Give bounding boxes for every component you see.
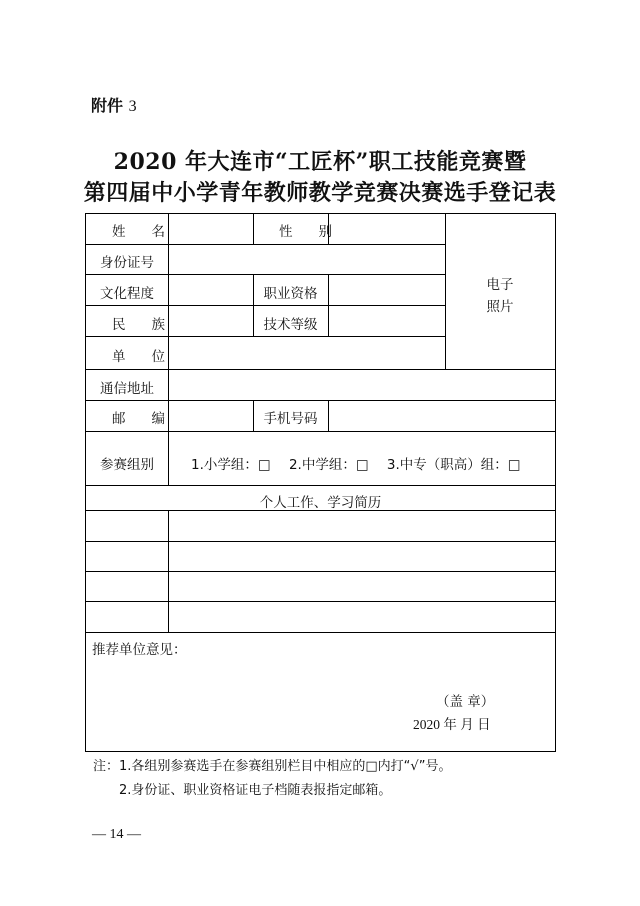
- tech-grade-label: 技术等级: [263, 317, 318, 333]
- gender-label: 性别: [279, 224, 358, 240]
- attachment-label: [91, 93, 137, 116]
- seal-text: （盖 章）: [436, 694, 495, 710]
- group-label: 参赛组别: [100, 457, 154, 473]
- ethnicity-label: 民族: [112, 317, 191, 333]
- group-option-primary[interactable]: 1.小学组：□: [191, 457, 271, 473]
- row-line: [86, 336, 445, 337]
- group-options: [191, 453, 535, 473]
- row-line: [86, 244, 445, 245]
- page-number: — 14 —: [92, 827, 141, 842]
- col-line: [328, 400, 329, 431]
- group-option-middle[interactable]: 2.中学组：□: [288, 457, 369, 473]
- group-option-vocational[interactable]: 3.中专（职高）组：□: [386, 457, 521, 473]
- unit-label: 单位: [112, 349, 191, 365]
- col-line: [168, 510, 169, 632]
- photo-label-line-2: 照片: [486, 299, 514, 315]
- attachment-text: 附件: [91, 96, 124, 115]
- row-line: [86, 571, 555, 572]
- col-line: [328, 274, 329, 336]
- title-line-1: 2020 年大连市“工匠杯”职工技能竞赛暨: [113, 149, 527, 175]
- title-line-2: 第四届中小学青年教师教学竞赛决赛选手登记表: [83, 180, 557, 206]
- row-line: [86, 400, 555, 401]
- row-line: [86, 369, 555, 370]
- row-line: [86, 632, 555, 633]
- qualification-label: 职业资格: [263, 286, 318, 302]
- registration-form-table: [85, 213, 556, 752]
- education-label: 文化程度: [100, 286, 154, 302]
- resume-header: 个人工作、学习简历: [259, 495, 382, 511]
- postcode-label: 邮编: [112, 411, 191, 427]
- photo-label-line-1: 电子: [486, 277, 514, 293]
- row-line: [86, 485, 555, 486]
- address-label: 通信地址: [100, 381, 154, 397]
- row-line: [86, 541, 555, 542]
- id-label: 身份证号: [100, 255, 154, 271]
- row-line: [86, 431, 555, 432]
- row-line: [86, 274, 445, 275]
- note-line-1: 注：1.各组别参赛选手在参赛组别栏目中相应的□内打“√”号。: [93, 759, 452, 774]
- recommend-label: 推荐单位意见：: [92, 642, 187, 658]
- row-line: [86, 305, 445, 306]
- attachment-number: 3: [128, 98, 137, 115]
- name-label: 姓名: [112, 224, 191, 240]
- date-text: 2020 年 月 日: [413, 717, 491, 732]
- mobile-label: 手机号码: [263, 411, 318, 427]
- note-line-2: 2.身份证、职业资格证电子档随表报指定邮箱。: [119, 783, 392, 798]
- row-line: [86, 601, 555, 602]
